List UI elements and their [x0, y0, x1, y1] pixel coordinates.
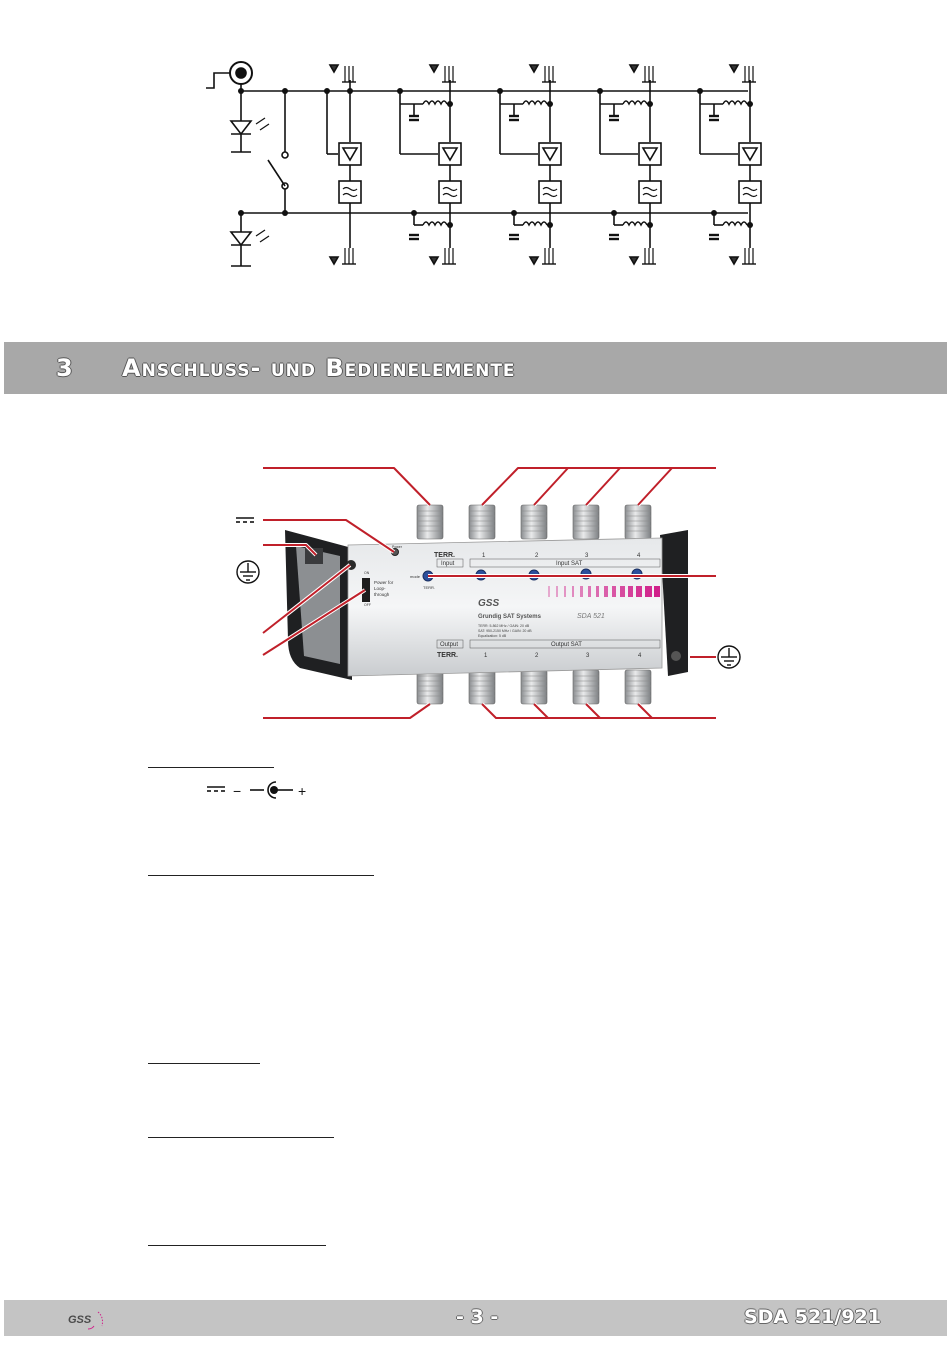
page-number: - 3 -	[456, 1306, 499, 1328]
channel-sat-3	[600, 65, 661, 264]
right-mounting-bracket	[660, 530, 688, 676]
port-label-in-4: 4	[637, 553, 641, 559]
ground-icon-right	[718, 646, 740, 668]
dc-symbol-icon	[236, 518, 254, 522]
power-led-symbol	[231, 84, 269, 152]
device-brand-logo: GSS	[478, 598, 500, 609]
port-label-in-2: 2	[535, 553, 539, 559]
device-brand-name: Grundig SAT Systems	[478, 614, 541, 620]
port-label-in-3: 3	[585, 553, 589, 559]
gss-logo	[64, 1306, 124, 1332]
label-switch-1: Power for	[374, 580, 394, 585]
section-heading-bar	[4, 342, 947, 394]
subsection-rule-2	[148, 875, 374, 876]
bottom-f-connectors	[417, 670, 651, 704]
label-terr-small: TERR.	[423, 585, 435, 590]
subsection-rule-5	[148, 1245, 326, 1246]
device-spec-1: TERR: 5-862 MHz / GAIN: 20 dB	[478, 624, 530, 628]
section-title: Anschluss- und Bedienelemente	[122, 354, 516, 382]
dc-polarity-symbol	[205, 778, 315, 804]
top-f-connectors	[417, 505, 651, 539]
ground-icon	[237, 561, 259, 583]
label-output-sat: Output SAT	[551, 642, 582, 648]
loop-through-switch-symbol	[268, 91, 288, 213]
label-switch-3: through	[374, 592, 390, 597]
label-terr-out: TERR.	[437, 652, 458, 659]
label-power: Power	[392, 545, 402, 549]
port-label-out-2: 2	[535, 653, 539, 659]
label-terr-in: TERR.	[434, 552, 455, 559]
channel-sat-4	[700, 65, 761, 264]
dc-minus-label: −	[233, 783, 242, 799]
port-label-out-1: 1	[484, 653, 488, 659]
label-mode: mode	[410, 574, 421, 579]
dc-input-jack	[206, 62, 252, 88]
channel-terr	[324, 65, 361, 264]
dc-plus-label: +	[298, 783, 307, 799]
port-label-out-3: 3	[586, 653, 590, 659]
footer-bar	[4, 1300, 947, 1336]
footer-model-name: SDA 521/921	[743, 1306, 881, 1328]
footer-logo-text: GSS	[68, 1314, 92, 1326]
subsection-rule-3	[148, 1063, 260, 1064]
device-spec-3: Equalization: 5 dB	[478, 634, 507, 638]
subsection-rule-1	[148, 767, 274, 768]
device-housing	[348, 538, 662, 676]
device-photo	[230, 458, 750, 728]
port-label-in-1: 1	[482, 553, 486, 559]
label-output: Output	[440, 642, 459, 648]
label-switch-on: ON	[364, 571, 370, 575]
subsection-rule-4	[148, 1137, 334, 1138]
device-spec-2: SAT: 950-2150 MHz / GAIN: 20 dB	[478, 629, 532, 633]
loop-led-symbol	[231, 213, 269, 266]
label-switch-off: OFF	[364, 603, 371, 607]
device-model-label: SDA 521	[577, 613, 605, 620]
port-label-out-4: 4	[638, 653, 642, 659]
label-switch-2: Loop-	[374, 586, 386, 591]
section-number: 3	[56, 354, 74, 382]
label-input-sat: Input SAT	[556, 561, 583, 567]
label-input: Input	[441, 561, 455, 567]
block-diagram	[195, 55, 785, 280]
channel-sat-1	[400, 65, 461, 264]
channel-sat-2	[500, 65, 561, 264]
